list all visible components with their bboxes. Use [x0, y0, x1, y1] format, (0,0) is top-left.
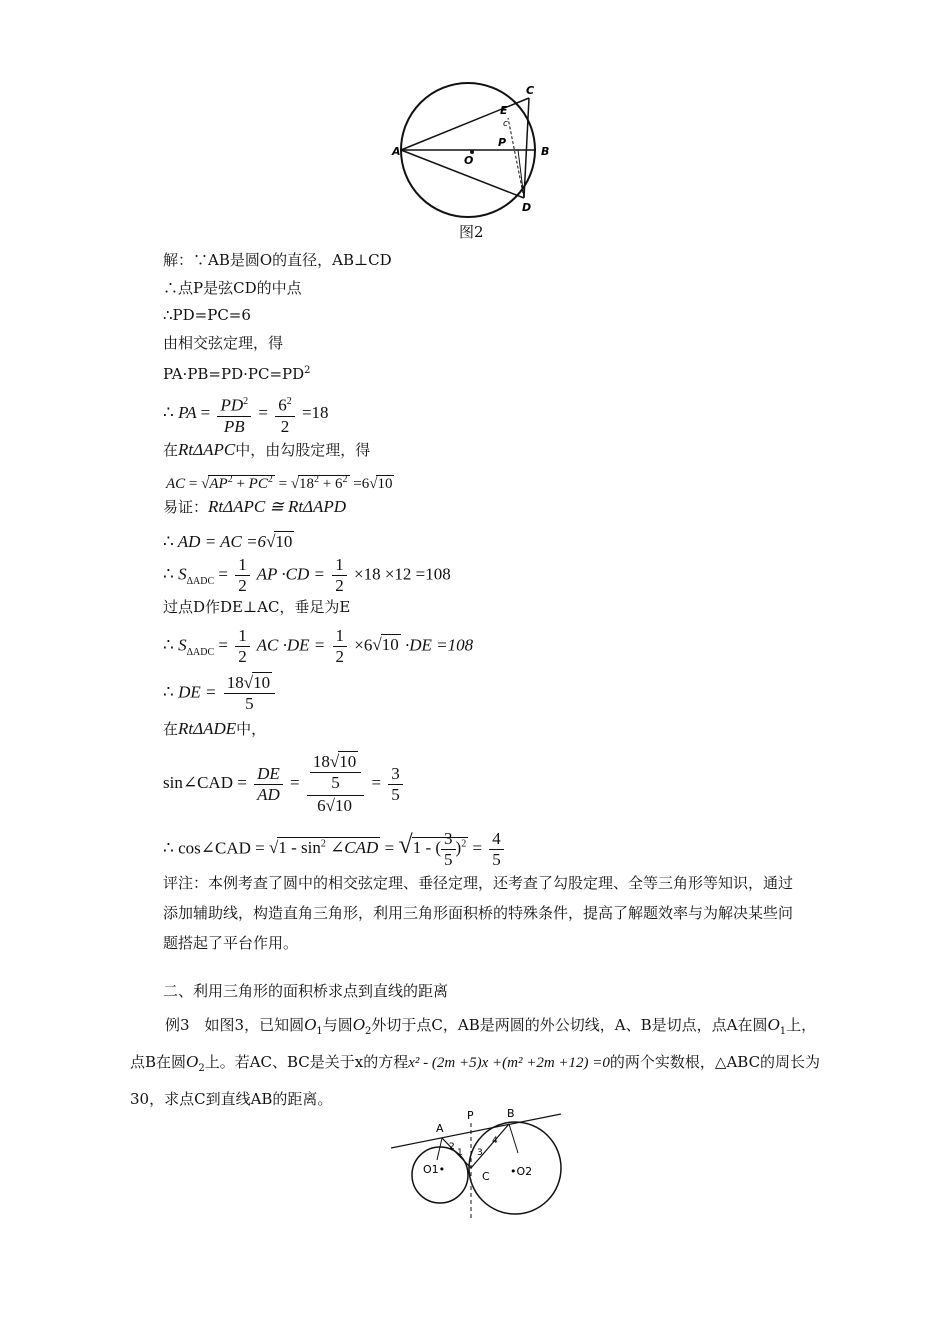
figure-3	[385, 1105, 575, 1223]
five: 5	[245, 694, 254, 713]
example-3	[130, 1010, 830, 1114]
figure-3-label-c: C	[482, 1170, 490, 1183]
sin-cad: sin∠CAD =	[163, 772, 247, 792]
solution-line-2: ∴点P是弦CD的中点	[163, 279, 302, 297]
ac-de: AC ·DE =	[256, 635, 326, 655]
solution-line-6	[163, 392, 329, 437]
fraction-half	[235, 555, 250, 596]
fraction-three-fifths	[388, 764, 403, 805]
figure-2-segment-ad	[401, 150, 524, 198]
circle-o: O	[304, 1015, 317, 1034]
exp: 2	[243, 396, 249, 407]
example-3-b-on: 上，点B在圆	[130, 1016, 817, 1071]
ten: 10	[253, 673, 271, 692]
six: 6	[278, 395, 287, 415]
area-subscript: ΔADC	[186, 575, 215, 587]
pa-symbol: PA	[178, 403, 197, 423]
de-result: ·DE =108	[404, 635, 474, 655]
result-18: =18	[301, 403, 329, 423]
therefore-symbol: ∴	[163, 564, 174, 584]
figure-2-label-o: O	[464, 154, 474, 167]
figure-3-segment-o2b	[509, 1124, 518, 1153]
example-3-intro: 例3 如图3，已知圆	[165, 1016, 305, 1034]
exp: 2	[227, 474, 233, 485]
figure-2-label-p: P	[498, 136, 507, 149]
congruence: RtΔAPC ≅ RtΔAPD	[208, 497, 347, 516]
five: 5	[391, 784, 400, 804]
fraction-de	[224, 673, 275, 714]
radical-sign: √	[329, 752, 340, 771]
quadratic-equation: x² - (2m +5)x +(m² +2m +12) =0	[408, 1055, 610, 1071]
ten: 10	[381, 635, 399, 655]
figure-2-label-e: E	[500, 104, 508, 117]
solution-line-15	[163, 719, 266, 739]
figure-3-angle-3: 3	[477, 1148, 483, 1158]
exp: 2	[267, 474, 273, 485]
prefix: 在	[163, 720, 179, 738]
compound-fraction	[307, 752, 364, 816]
one-minus-sin: 1 - sin	[278, 838, 321, 858]
solution-line-13	[163, 626, 473, 667]
plus: +	[236, 476, 245, 492]
area-s: S	[178, 564, 187, 584]
fraction-three-fifths	[441, 829, 456, 870]
solution-line-11	[163, 555, 451, 596]
ten: 10	[334, 796, 352, 815]
example-3-roots: 上。若AC、BC是关于x的方程	[204, 1053, 409, 1071]
five: 5	[444, 850, 453, 869]
one: 1	[235, 555, 250, 576]
radical-sign: √	[369, 476, 378, 492]
area-s: S	[178, 635, 187, 655]
ten: 10	[377, 476, 393, 492]
pb: PB	[223, 416, 245, 436]
radical-sign: √	[398, 830, 413, 860]
figure-2	[390, 78, 560, 228]
figure-3-label-a: A	[436, 1122, 444, 1135]
equals: =	[278, 476, 288, 492]
exponent: 2	[304, 365, 311, 376]
subscript-2: 2	[365, 1026, 372, 1037]
figure-3-label-o1: O1•	[423, 1163, 446, 1176]
fraction-pd2-pb	[217, 392, 251, 437]
close-paren: )	[455, 838, 462, 858]
times-six: ×6	[354, 635, 373, 655]
figure-3-label-b: B	[507, 1107, 515, 1120]
solution-line-4: 由相交弦定理，得	[163, 334, 284, 352]
subscript-1: 1	[779, 1026, 787, 1037]
radical-sign: √	[290, 476, 300, 492]
circle-o: O	[767, 1015, 780, 1034]
solution-line-3: ∴PD=PC=6	[163, 306, 251, 324]
pd: PD	[220, 395, 244, 415]
fraction-6sq-2	[275, 392, 295, 437]
figure-3-angle-1: 1	[457, 1148, 463, 1158]
section-2-heading: 二、利用三角形的面积桥求点到直线的距离	[163, 982, 449, 1000]
cos-cad: cos∠CAD =	[178, 838, 265, 858]
fraction-half	[235, 626, 250, 667]
equals: =	[258, 403, 268, 423]
radical-sign: √	[268, 838, 279, 858]
two: 2	[335, 647, 345, 666]
equals: =	[218, 635, 228, 655]
exp: 2	[320, 838, 326, 850]
exp: 2	[461, 838, 467, 850]
figure-3-label-p: P	[467, 1109, 474, 1122]
therefore-symbol: ∴	[163, 532, 174, 551]
six: 6	[335, 476, 343, 492]
one: 1	[333, 626, 348, 647]
angle-cad: ∠CAD	[330, 838, 379, 858]
five: 5	[331, 773, 340, 792]
commentary: 评注：本例考查了圆中的相交弦定理、垂径定理，还考查了勾股定理、全等三角形等知识，通过添加辅助线，构造直角三角形，利用三角形面积桥的特殊条件，提高了解题效率与为解决某些问题搭起了平台作用。	[163, 874, 794, 952]
exp: 2	[342, 474, 348, 485]
two: 2	[335, 576, 344, 595]
radical-sign: √	[325, 796, 335, 815]
solution-line-14	[163, 673, 278, 714]
example-3-tangent: 外切于点C，AB是两圆的外公切线，A、B是切点，点A在圆	[371, 1016, 768, 1034]
de: DE	[254, 764, 283, 785]
therefore-symbol: ∴	[163, 838, 174, 858]
two: 2	[238, 647, 247, 666]
figure-3-segment-o1a	[437, 1138, 442, 1160]
three: 3	[388, 764, 403, 785]
equals: =	[218, 564, 228, 584]
prefix: 在	[163, 441, 179, 459]
radical-sign: √	[266, 532, 276, 551]
equals: =	[200, 403, 211, 423]
fraction-four-fifths	[489, 829, 504, 870]
fraction-de-ad	[254, 764, 283, 805]
exp: 2	[286, 396, 292, 407]
ap-cd: AP ·CD =	[256, 564, 325, 584]
solution-line-16	[163, 752, 406, 816]
five: 5	[492, 850, 501, 869]
therefore-symbol: ∴	[163, 635, 174, 655]
one: 1	[332, 555, 347, 576]
solution-line-12: 过点D作DE⊥AC，垂足为E	[163, 598, 351, 616]
radical-sign: √	[243, 673, 254, 692]
pc: PC	[248, 476, 268, 492]
example-3-question: 的两个实数根，△ABC的周长为30，求点C到直线AB的距离。	[130, 1053, 821, 1108]
exp: 2	[314, 474, 320, 485]
one: 1	[235, 626, 250, 647]
two: 2	[280, 416, 290, 436]
equals: =	[188, 476, 198, 492]
three: 3	[441, 829, 456, 850]
equals: =	[371, 772, 382, 792]
therefore-symbol: ∴	[163, 682, 174, 702]
solution-line-10	[163, 532, 294, 552]
fraction-half	[332, 555, 347, 596]
subscript-2: 2	[198, 1063, 205, 1074]
ap: AP	[209, 476, 228, 492]
eighteen: 18	[299, 476, 315, 492]
triangle-apc: RtΔAPC	[178, 440, 236, 459]
radical-sign: √	[201, 476, 210, 492]
solution-line-8	[166, 474, 394, 493]
equals: =	[384, 838, 395, 858]
figure-2-caption: 图2	[459, 223, 484, 241]
eighteen: 18	[226, 673, 244, 692]
ac: AC	[166, 476, 186, 492]
plus: +	[322, 476, 332, 492]
ten: 10	[339, 752, 357, 771]
solution-line-7	[163, 440, 370, 460]
solution-line-1: 解：∵AB是圆O的直径，AB⊥CD	[163, 251, 392, 269]
radical-sign: √	[372, 635, 382, 655]
figure-3-angle-4: 4	[492, 1136, 498, 1146]
solution-line-9	[163, 497, 346, 517]
area-subscript: ΔADC	[186, 646, 215, 658]
prefix: 易证：	[163, 498, 209, 516]
solution-line-17	[163, 829, 507, 870]
therefore-symbol: ∴	[163, 403, 174, 423]
figure-3-label-o2: •O2	[510, 1165, 533, 1178]
fraction-half	[333, 626, 348, 667]
equals-six: =6	[353, 476, 370, 492]
subscript-1: 1	[316, 1026, 323, 1037]
intersecting-chord-equation: PA·PB=PD·PC=PD	[163, 365, 305, 383]
six: 6	[317, 796, 326, 815]
circle-o: O	[186, 1052, 199, 1071]
four: 4	[489, 829, 504, 850]
figure-2-label-c-small: c	[503, 119, 508, 129]
circle-o: O	[352, 1015, 366, 1034]
suffix: 中，	[236, 720, 267, 738]
ten: 10	[275, 532, 293, 551]
figure-2-label-a: A	[392, 145, 401, 158]
suffix: 中，由勾股定理，得	[235, 441, 371, 459]
ad-equals: AD = AC =6	[177, 532, 267, 551]
ad: AD	[257, 784, 280, 804]
equals: =	[290, 772, 300, 792]
two: 2	[238, 576, 247, 595]
figure-2-label-b: B	[541, 145, 550, 158]
solution-line-5	[163, 361, 311, 384]
result-108: ×18 ×12 =108	[353, 564, 451, 584]
eighteen: 18	[312, 752, 330, 771]
figure-2-segment-ac	[401, 98, 529, 150]
triangle-ade: RtΔADE	[178, 719, 237, 738]
figure-2-label-d: D	[522, 201, 532, 214]
de-equals: DE =	[178, 682, 217, 702]
figure-2-segment-de	[508, 118, 524, 198]
equals: =	[472, 838, 483, 858]
figure-3-angle-2: 2	[449, 1142, 455, 1152]
example-3-and: 与圆	[322, 1016, 353, 1034]
one-minus: 1 - (	[412, 838, 442, 858]
figure-2-label-c: C	[526, 84, 535, 97]
